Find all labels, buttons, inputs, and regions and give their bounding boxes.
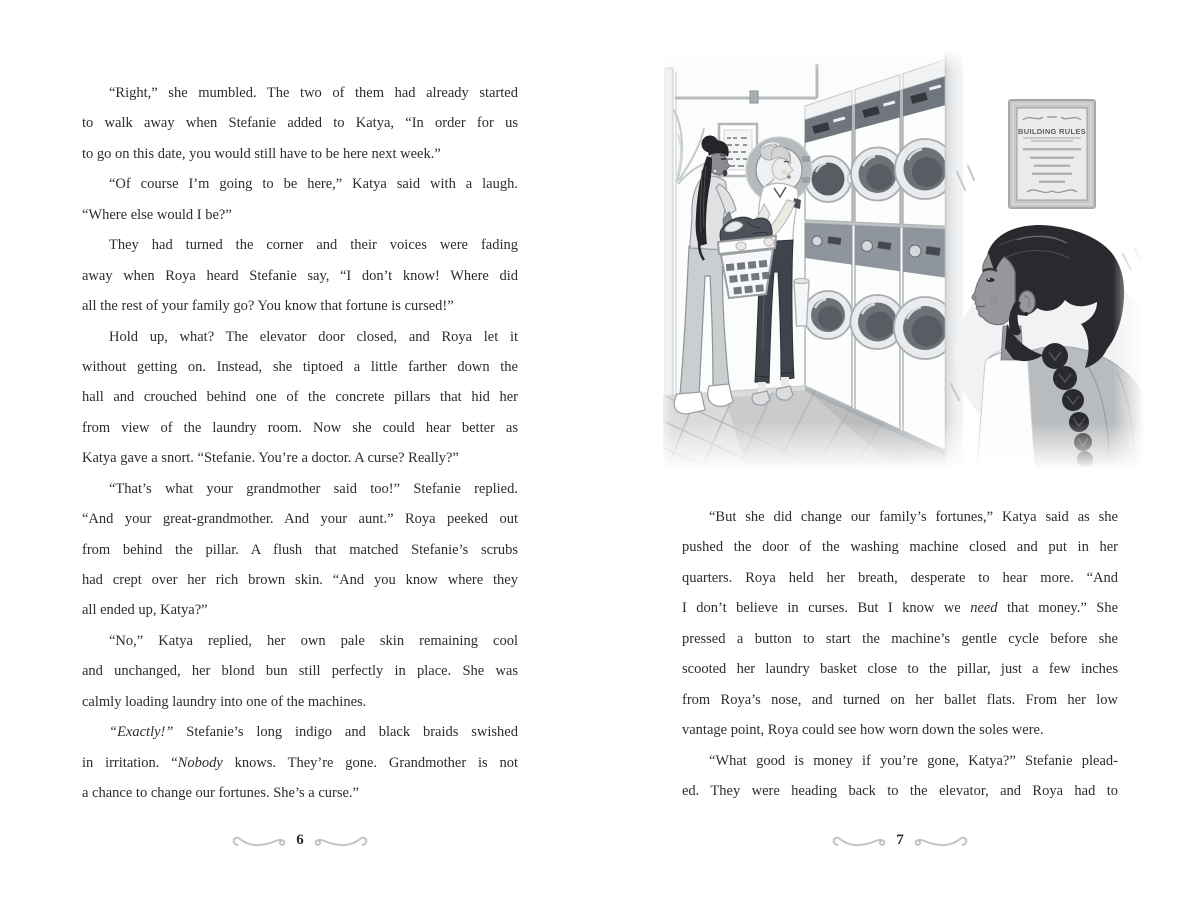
- paragraph: [82, 717, 518, 808]
- folio-flourish-right-icon: [313, 834, 369, 849]
- text-line: away when Roya heard Stefanie say, “I don’t know! Where did: [82, 267, 518, 284]
- folio-flourish-left-icon: [231, 834, 287, 849]
- page-left-folio: [82, 830, 518, 852]
- text-line: in irritation. “Nobody knows. They’re gone. Grandmother is not: [82, 754, 518, 771]
- page-number: 6: [296, 831, 304, 848]
- page-right-text: [682, 502, 1118, 806]
- text-line: pushed the door of the washing machine closed and put in her: [682, 539, 1118, 556]
- text-line: Hold up, what? The elevator door closed, and Roya let it: [109, 328, 518, 345]
- text-line: from view of the laundry room. Now she could hear better as: [82, 419, 518, 436]
- paragraph: [682, 746, 1118, 807]
- text-line: “No,” Katya replied, her own pale skin remaining cool: [109, 632, 518, 649]
- text-line: scooted her laundry basket close to the pillar, just a few inches: [682, 661, 1118, 678]
- washer-bank: [804, 59, 956, 451]
- text-line: “That’s what your grandmother said too!” Stefanie replied.: [109, 480, 518, 497]
- sign-title: BUILDING RULES: [1018, 127, 1086, 136]
- text-line: I don’t believe in curses. But I know we need that money.” She: [682, 600, 1119, 617]
- text-line: They had turned the corner and their voices were fading: [109, 237, 518, 254]
- text-line: a chance to change our fortunes. She’s a curse.”: [82, 785, 359, 802]
- text-line: to go on this date, you would still have to be here next week.”: [82, 145, 441, 162]
- folio-flourish-left-icon: [831, 834, 887, 849]
- text-line: “What good is money if you’re gone, Katya?” Stefanie plead-: [709, 752, 1118, 769]
- text-line: quarters. Roya held her breath, desperate to hear more. “And: [682, 569, 1118, 586]
- paragraph: [682, 502, 1118, 746]
- text-line: pressed a button to start the machine’s gentle cycle before she: [682, 630, 1118, 647]
- laundry-basket: [718, 217, 776, 298]
- text-line: from Roya’s nose, and turned on her ballet flats. From her low: [682, 691, 1118, 708]
- paragraph: [82, 626, 518, 717]
- text-line: “But she did change our family’s fortunes,” Katya said as she: [709, 509, 1118, 525]
- text-line: had crept over her rich brown skin. “And you know where they: [82, 572, 518, 588]
- text-line: “And your great-grandmother. And your aunt.” Roya peeked out: [82, 511, 518, 528]
- text-line: all the rest of your family go? You know that fortune is cursed!”: [82, 298, 454, 315]
- laundry-room-illustration: [655, 50, 1145, 470]
- paragraph: [82, 474, 518, 626]
- text-line: without getting on. Instead, she tiptoed a little farther down the: [82, 358, 518, 375]
- paragraph: [82, 322, 518, 474]
- text-line: calmly loading laundry into one of the machines.: [82, 693, 367, 710]
- text-line: and unchanged, her blond bun still perfectly in place. She was: [82, 663, 518, 680]
- text-line: from behind the pillar. A flush that matched Stefanie’s scrubs: [82, 541, 518, 558]
- text-line: “Right,” she mumbled. The two of them had already started: [109, 85, 518, 101]
- trash-can: [794, 279, 809, 327]
- text-line: ed. They were heading back to the elevator, and Roya had to: [682, 782, 1118, 799]
- text-line: Katya gave a snort. “Stefanie. You’re a doctor. A curse? Really?”: [82, 450, 459, 467]
- laundry-room-scene: [663, 54, 956, 470]
- pillar: [945, 50, 977, 470]
- page-number: 7: [896, 831, 904, 848]
- paragraph: [82, 78, 518, 169]
- paragraph: [82, 169, 518, 230]
- text-line: “Exactly!” Stefanie’s long indigo and black braids swished: [109, 724, 518, 741]
- text-line: “Where else would I be?”: [82, 206, 232, 223]
- text-line: to walk away when Stefanie added to Katya, “In order for us: [82, 115, 518, 132]
- text-line: vantage point, Roya could see how worn down the soles were.: [682, 722, 1044, 739]
- text-line: hall and crouched behind one of the concrete pillars that hid her: [82, 389, 518, 406]
- folio-flourish-right-icon: [913, 834, 969, 849]
- building-rules-sign: [1009, 100, 1095, 208]
- page-left-text: [82, 78, 518, 809]
- page-right-folio: [682, 830, 1118, 852]
- text-line: “Of course I’m going to be here,” Katya said with a laugh.: [109, 176, 518, 193]
- paragraph: [82, 230, 518, 321]
- text-line: all ended up, Katya?”: [82, 602, 208, 619]
